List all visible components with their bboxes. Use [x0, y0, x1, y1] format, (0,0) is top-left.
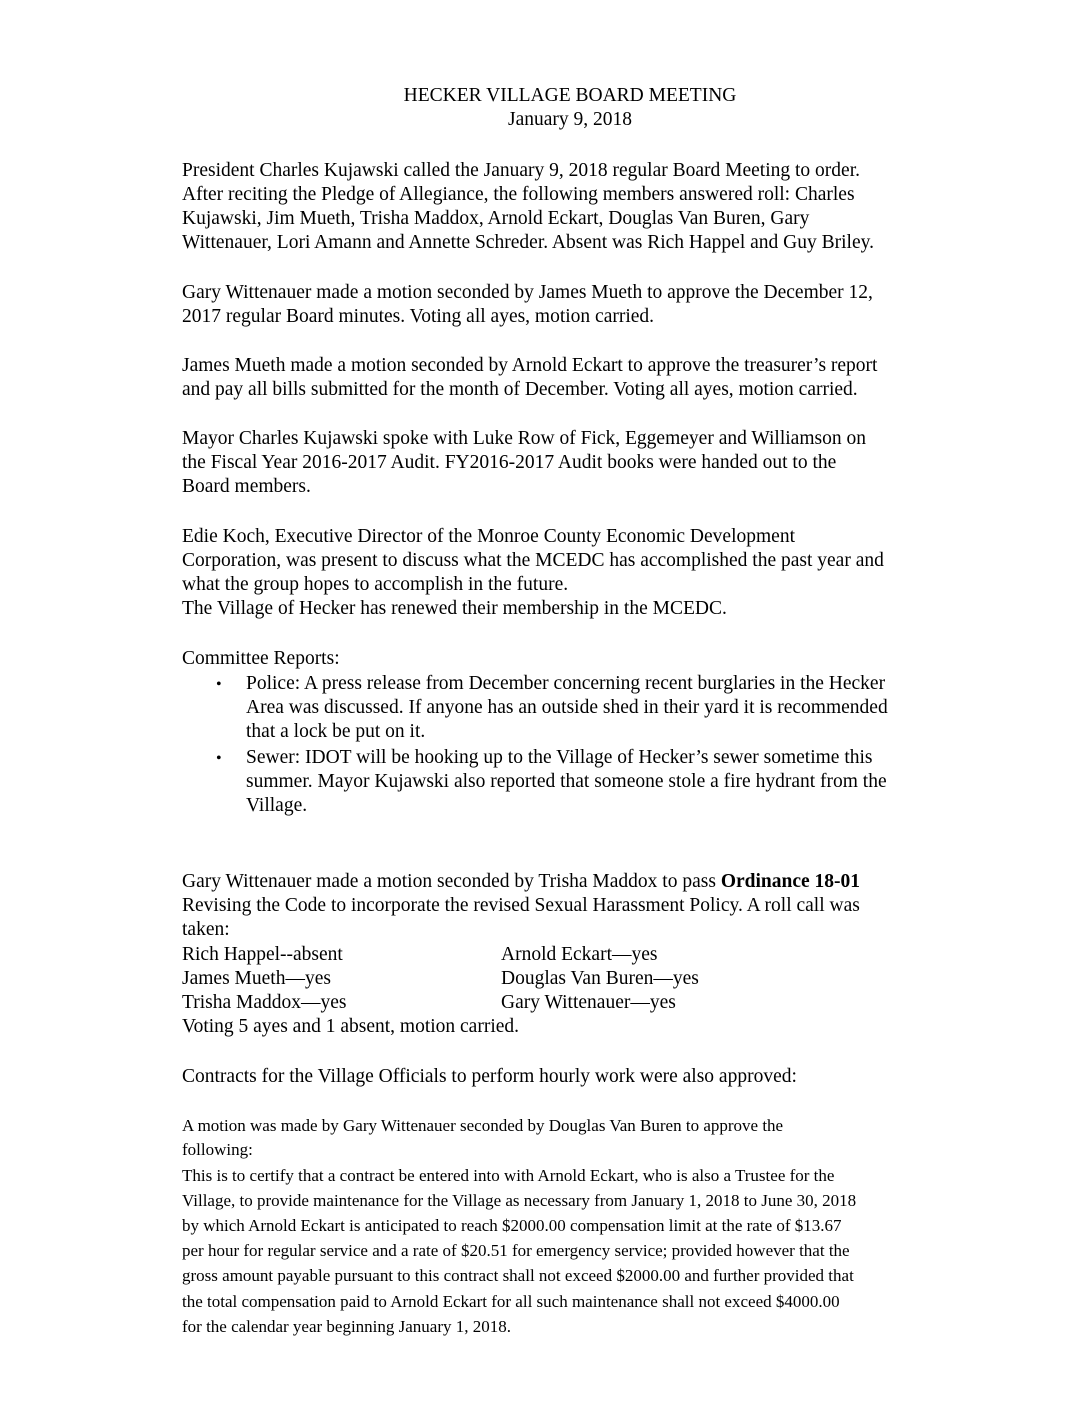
roll-call-entry: Rich Happel--absent [182, 944, 343, 965]
text-line [182, 870, 860, 894]
text-line: and pay all bills submitted for the month of December. Voting all ayes, motion carried. [182, 379, 858, 400]
ordinance-number: Ordinance 18-01 [720, 871, 861, 892]
text-line: Revising the Code to incorporate the revised Sexual Harassment Policy. A roll call was [182, 895, 860, 916]
text-line: President Charles Kujawski called the January 9, 2018 regular Board Meeting to order. [182, 160, 860, 181]
text-line: gross amount payable pursuant to this contract shall not exceed $2000.00 and further provided that [182, 1266, 854, 1285]
vote-result: Voting 5 ayes and 1 absent, motion carried. [182, 1016, 520, 1037]
bullet-icon: • [216, 676, 222, 693]
text-line: Village, to provide maintenance for the Village as necessary from January 1, 2018 to June 30, 2018 [182, 1191, 857, 1210]
text-line: by which Arnold Eckart is anticipated to reach $2000.00 compensation limit at the rate of $13.67 [182, 1216, 842, 1235]
text-line: Village. [246, 795, 308, 816]
document-title: HECKER VILLAGE BOARD MEETING [403, 85, 737, 106]
text-line: Mayor Charles Kujawski spoke with Luke Row of Fick, Eggemeyer and Williamson on [182, 428, 866, 449]
roll-call-entry: James Mueth—yes [182, 968, 331, 989]
text-line: Corporation, was present to discuss what the MCEDC has accomplished the past year and [182, 550, 884, 571]
meeting-date: January 9, 2018 [507, 109, 633, 130]
text-line: the Fiscal Year 2016-2017 Audit. FY2016-2017 Audit books were handed out to the [182, 452, 837, 473]
text-line: Board members. [182, 476, 311, 497]
text-line: per hour for regular service and a rate of $20.51 for emergency service; provided however that the [182, 1241, 850, 1260]
roll-call-entry: Gary Wittenauer—yes [501, 992, 676, 1013]
text-line: The Village of Hecker has renewed their membership in the MCEDC. [182, 598, 727, 619]
text-line: Wittenauer, Lori Amann and Annette Schreder. Absent was Rich Happel and Guy Briley. [182, 232, 874, 253]
text-line: A motion was made by Gary Wittenauer seconded by Douglas Van Buren to approve the [182, 1116, 784, 1135]
text-line: After reciting the Pledge of Allegiance, the following members answered roll: Charles [182, 184, 855, 205]
text-line: Gary Wittenauer made a motion seconded by James Mueth to approve the December 12, [182, 282, 873, 303]
contracts-approved-line: Contracts for the Village Officials to perform hourly work were also approved: [182, 1066, 797, 1087]
roll-call-entry: Trisha Maddox—yes [182, 992, 347, 1013]
committee-reports-heading: Committee Reports: [182, 648, 340, 669]
text-line: taken: [182, 919, 230, 940]
text-line: Edie Koch, Executive Director of the Monroe County Economic Development [182, 526, 795, 547]
text-line: Police: A press release from December concerning recent burglaries in the Hecker [246, 673, 886, 694]
ordinance-motion-text: Gary Wittenauer made a motion seconded by Trisha Maddox to pass [182, 871, 721, 892]
text-line: Sewer: IDOT will be hooking up to the Village of Hecker’s sewer sometime this [246, 747, 873, 768]
text-line: the total compensation paid to Arnold Eckart for all such maintenance shall not exceed $4000.00 [182, 1292, 840, 1311]
roll-call-entry: Arnold Eckart—yes [501, 944, 658, 965]
text-line: James Mueth made a motion seconded by Arnold Eckart to approve the treasurer’s report [182, 355, 878, 376]
text-line: Kujawski, Jim Mueth, Trisha Maddox, Arnold Eckart, Douglas Van Buren, Gary [182, 208, 810, 229]
text-line: summer. Mayor Kujawski also reported that someone stole a fire hydrant from the [246, 771, 887, 792]
text-line: what the group hopes to accomplish in the future. [182, 574, 569, 595]
text-line: 2017 regular Board minutes. Voting all ayes, motion carried. [182, 306, 655, 327]
text-line: following: [182, 1140, 253, 1159]
text-line: Area was discussed. If anyone has an outside shed in their yard it is recommended [246, 697, 888, 718]
bullet-icon: • [216, 750, 222, 767]
text-line: for the calendar year beginning January 1, 2018. [182, 1317, 512, 1336]
text-line: that a lock be put on it. [246, 721, 426, 742]
roll-call-entry: Douglas Van Buren—yes [501, 968, 699, 989]
text-line: This is to certify that a contract be entered into with Arnold Eckart, who is also a Trustee for the [182, 1166, 835, 1185]
